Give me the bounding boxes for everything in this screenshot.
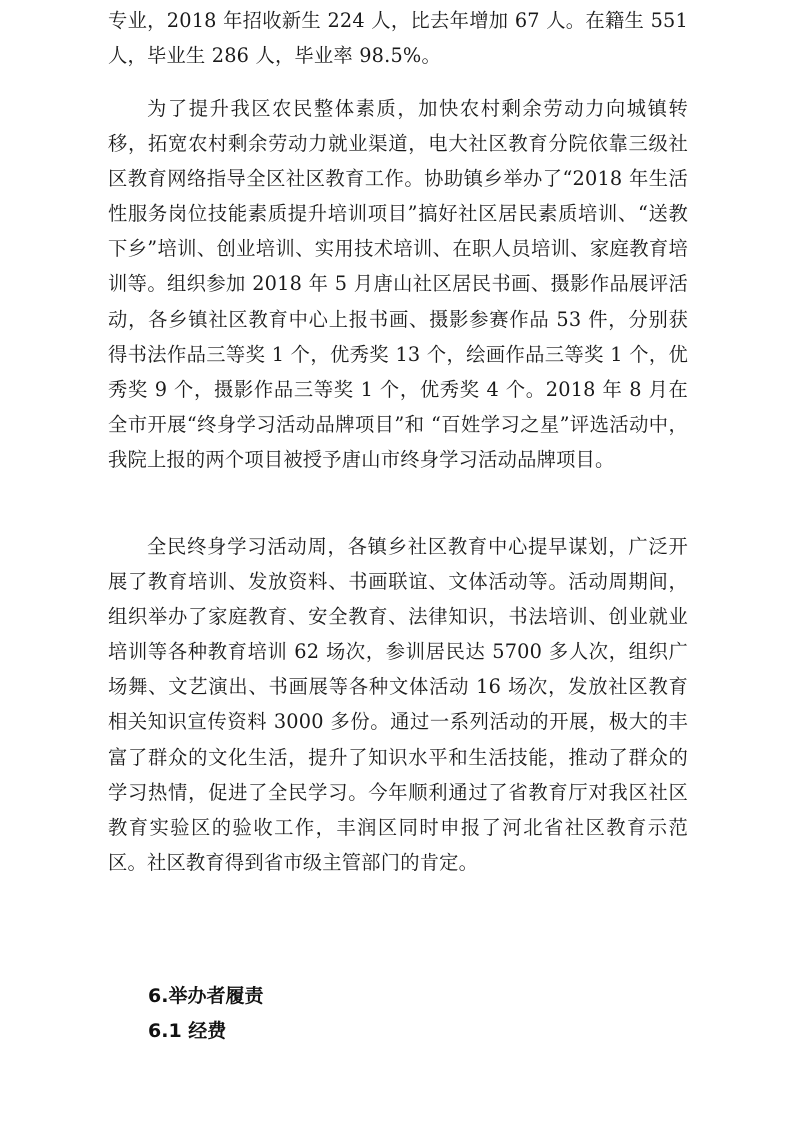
paragraph-lifelong-learning-week: 全民终身学习活动周，各镇乡社区教育中心提早谋划，广泛开展了教育培训、发放资料、书画联谊、文体活动等。活动周期间，组织举办了家庭教育、安全教育、法律知识，书法培训、创业就业培训等各种教育培训 62 场次，参训居民达 5700 多人次，组织广场舞、文艺演出、书画展等各种文体活动 16 场次，发放社区教育相关知识宣传资料 3000 多份。通过一系列活动的开展，极大的丰富了群众的文化生活，提升了知识水平和生活技能，推动了群众的学习热情，促进了全民学习。今年顺利通过了省教育厅对我区社区教育实验区的验收工作，丰润区同时申报了河北省社区教育示范区。社区教育得到省市级主管部门的肯定。	[108, 535, 688, 874]
subsection-heading: 6.1 经费	[148, 1020, 227, 1042]
section-heading: 6.举办者履责	[148, 985, 264, 1007]
paragraph-community-training: 为了提升我区农民整体素质，加快农村剩余劳动力向城镇转移，拓宽农村剩余劳动力就业渠道，电大社区教育分院依靠三级社区教育网络指导全区社区教育工作。协助镇乡举办了“2018 年生活性服务岗位技能素质提升培训项目”搞好社区居民素质培训、“送教下乡”培训、创业培训、实用技术培训、在职人员培训、家庭教育培训等。组织参加 2018 年 5 月唐山社区居民书画、摄影作品展评活动，各乡镇社区教育中心上报书画、摄影参赛作品 53 件，分别获得书法作品三等奖 1 个，优秀奖 13 个，绘画作品三等奖 1 个，优秀奖 9 个，摄影作品三等奖 1 个，优秀奖 4 个。2018 年 8 月在全市开展“终身学习活动品牌项目”和 “百姓学习之星”评选活动中，我院上报的两个项目被授予唐山市终身学习活动品牌项目。	[108, 97, 688, 471]
paragraph-enrollment: 专业，2018 年招收新生 224 人，比去年增加 67 人。在籍生 551 人，毕业生 286 人，毕业率 98.5%。	[108, 9, 688, 68]
